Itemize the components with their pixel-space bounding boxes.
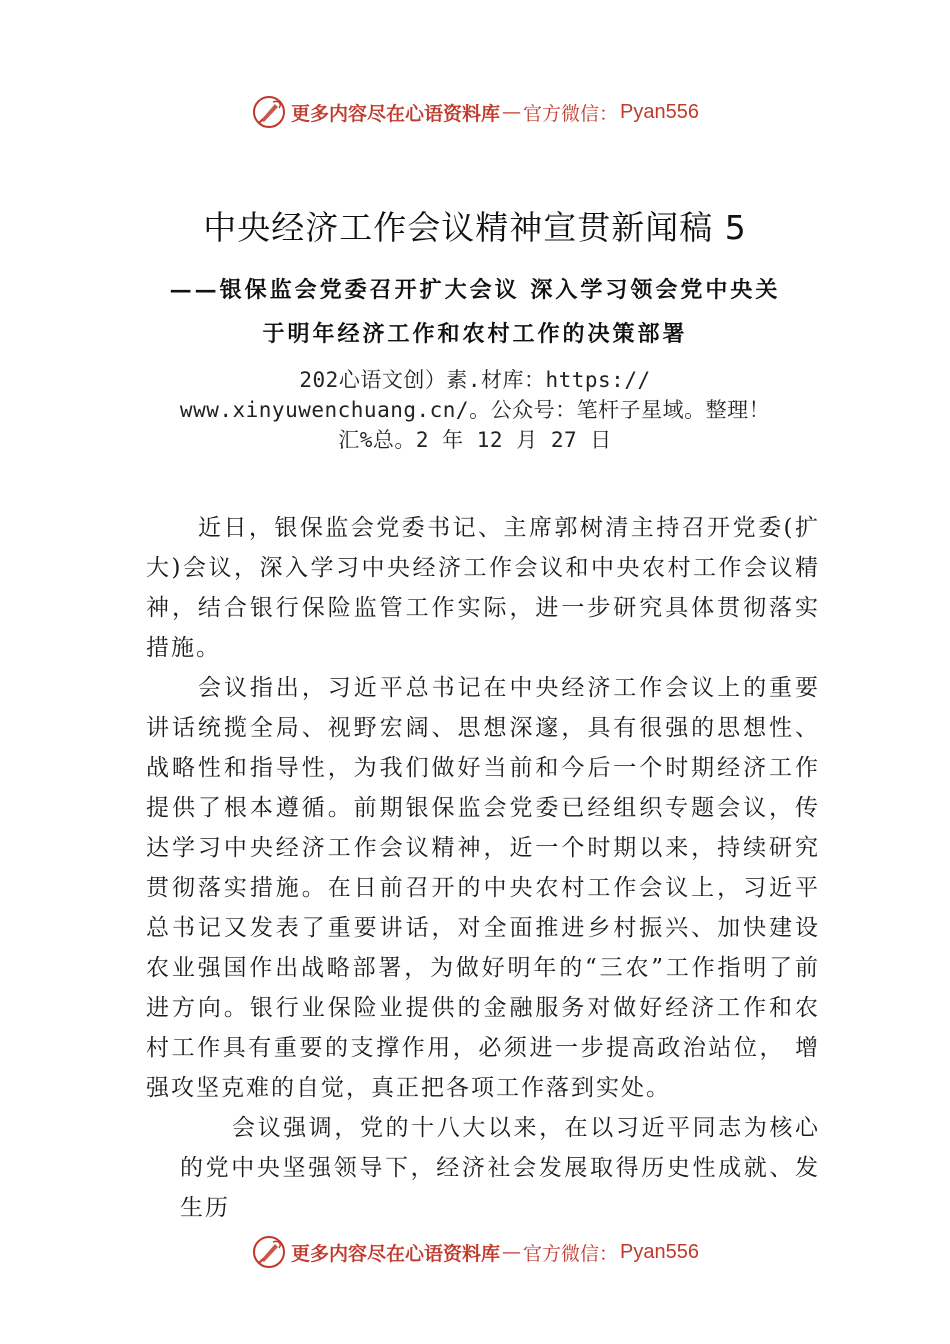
wechat-label: 官方微信：: [523, 1242, 619, 1265]
brand-name: 更多内容尽在心语资料库: [291, 102, 501, 125]
document-subtitle-line-2: 于明年经济工作和农村工作的决策部署: [262, 321, 688, 347]
article-body: [146, 508, 820, 1228]
brand-dash: —: [502, 1241, 522, 1263]
wechat-label: 官方微信：: [523, 102, 619, 125]
footer-banner: [0, 1232, 950, 1272]
header-banner: [0, 92, 950, 132]
source-line-2: www.xinyuwenchuang.cn/。公众号：笔杆子星域。整理！: [179, 398, 771, 422]
date-line: 汇%总。2 年 12 月 27 日: [338, 428, 612, 452]
source-line-1: 202心语文创）素.材库：https://: [299, 368, 651, 392]
paragraph-3: 会议强调，党的十八大以来，在以习近平同志为核心的党中央坚强领导下，经济社会发展取得历史性成就、发生历: [180, 1115, 820, 1221]
document-subtitle-line-1: ——银保监会党委召开扩大会议 深入学习领会党中央关: [169, 277, 781, 303]
document-title: 中央经济工作会议精神宣贯新闻稿 5: [203, 208, 747, 247]
wechat-id: Pyan556: [620, 100, 699, 123]
wechat-id: Pyan556: [620, 1240, 699, 1263]
brand-dash: —: [502, 101, 522, 123]
quill-pen-logo-icon: [251, 94, 287, 130]
paragraph-2: 会议指出，习近平总书记在中央经济工作会议上的重要讲话统揽全局、视野宏阔、思想深邃，具有很强的思想性、 战略性和指导性，为我们做好当前和今后一个时期经济工作提供了根本遵循。前期银保监会党委已经组织专题会议，传达学习中央经济工作会议精神，近一个时期以来，持续研究贯彻落实措施。在日前召开的中央农村工作会议上，习近平总书记又发表了重要讲话，对全面推进乡村振兴、加快建设农业强国作出战略部署，为做好明年的“三农”工作指明了前进方向。银行业保险业提供的金融服务对做好经济工作和农村工作具有重要的支撑作用，必须进一步提高政治站位， 增强攻坚克难的自觉，真正把各项工作落到实处。: [146, 675, 820, 1101]
quill-pen-logo-icon: [251, 1234, 287, 1270]
paragraph-1: 近日，银保监会党委书记、主席郭树清主持召开党委(扩大)会议，深入学习中央经济工作会议和中央农村工作会议精神，结合银行保险监管工作实际，进一步研究具体贯彻落实措施。: [146, 515, 820, 661]
brand-name: 更多内容尽在心语资料库: [291, 1242, 501, 1265]
